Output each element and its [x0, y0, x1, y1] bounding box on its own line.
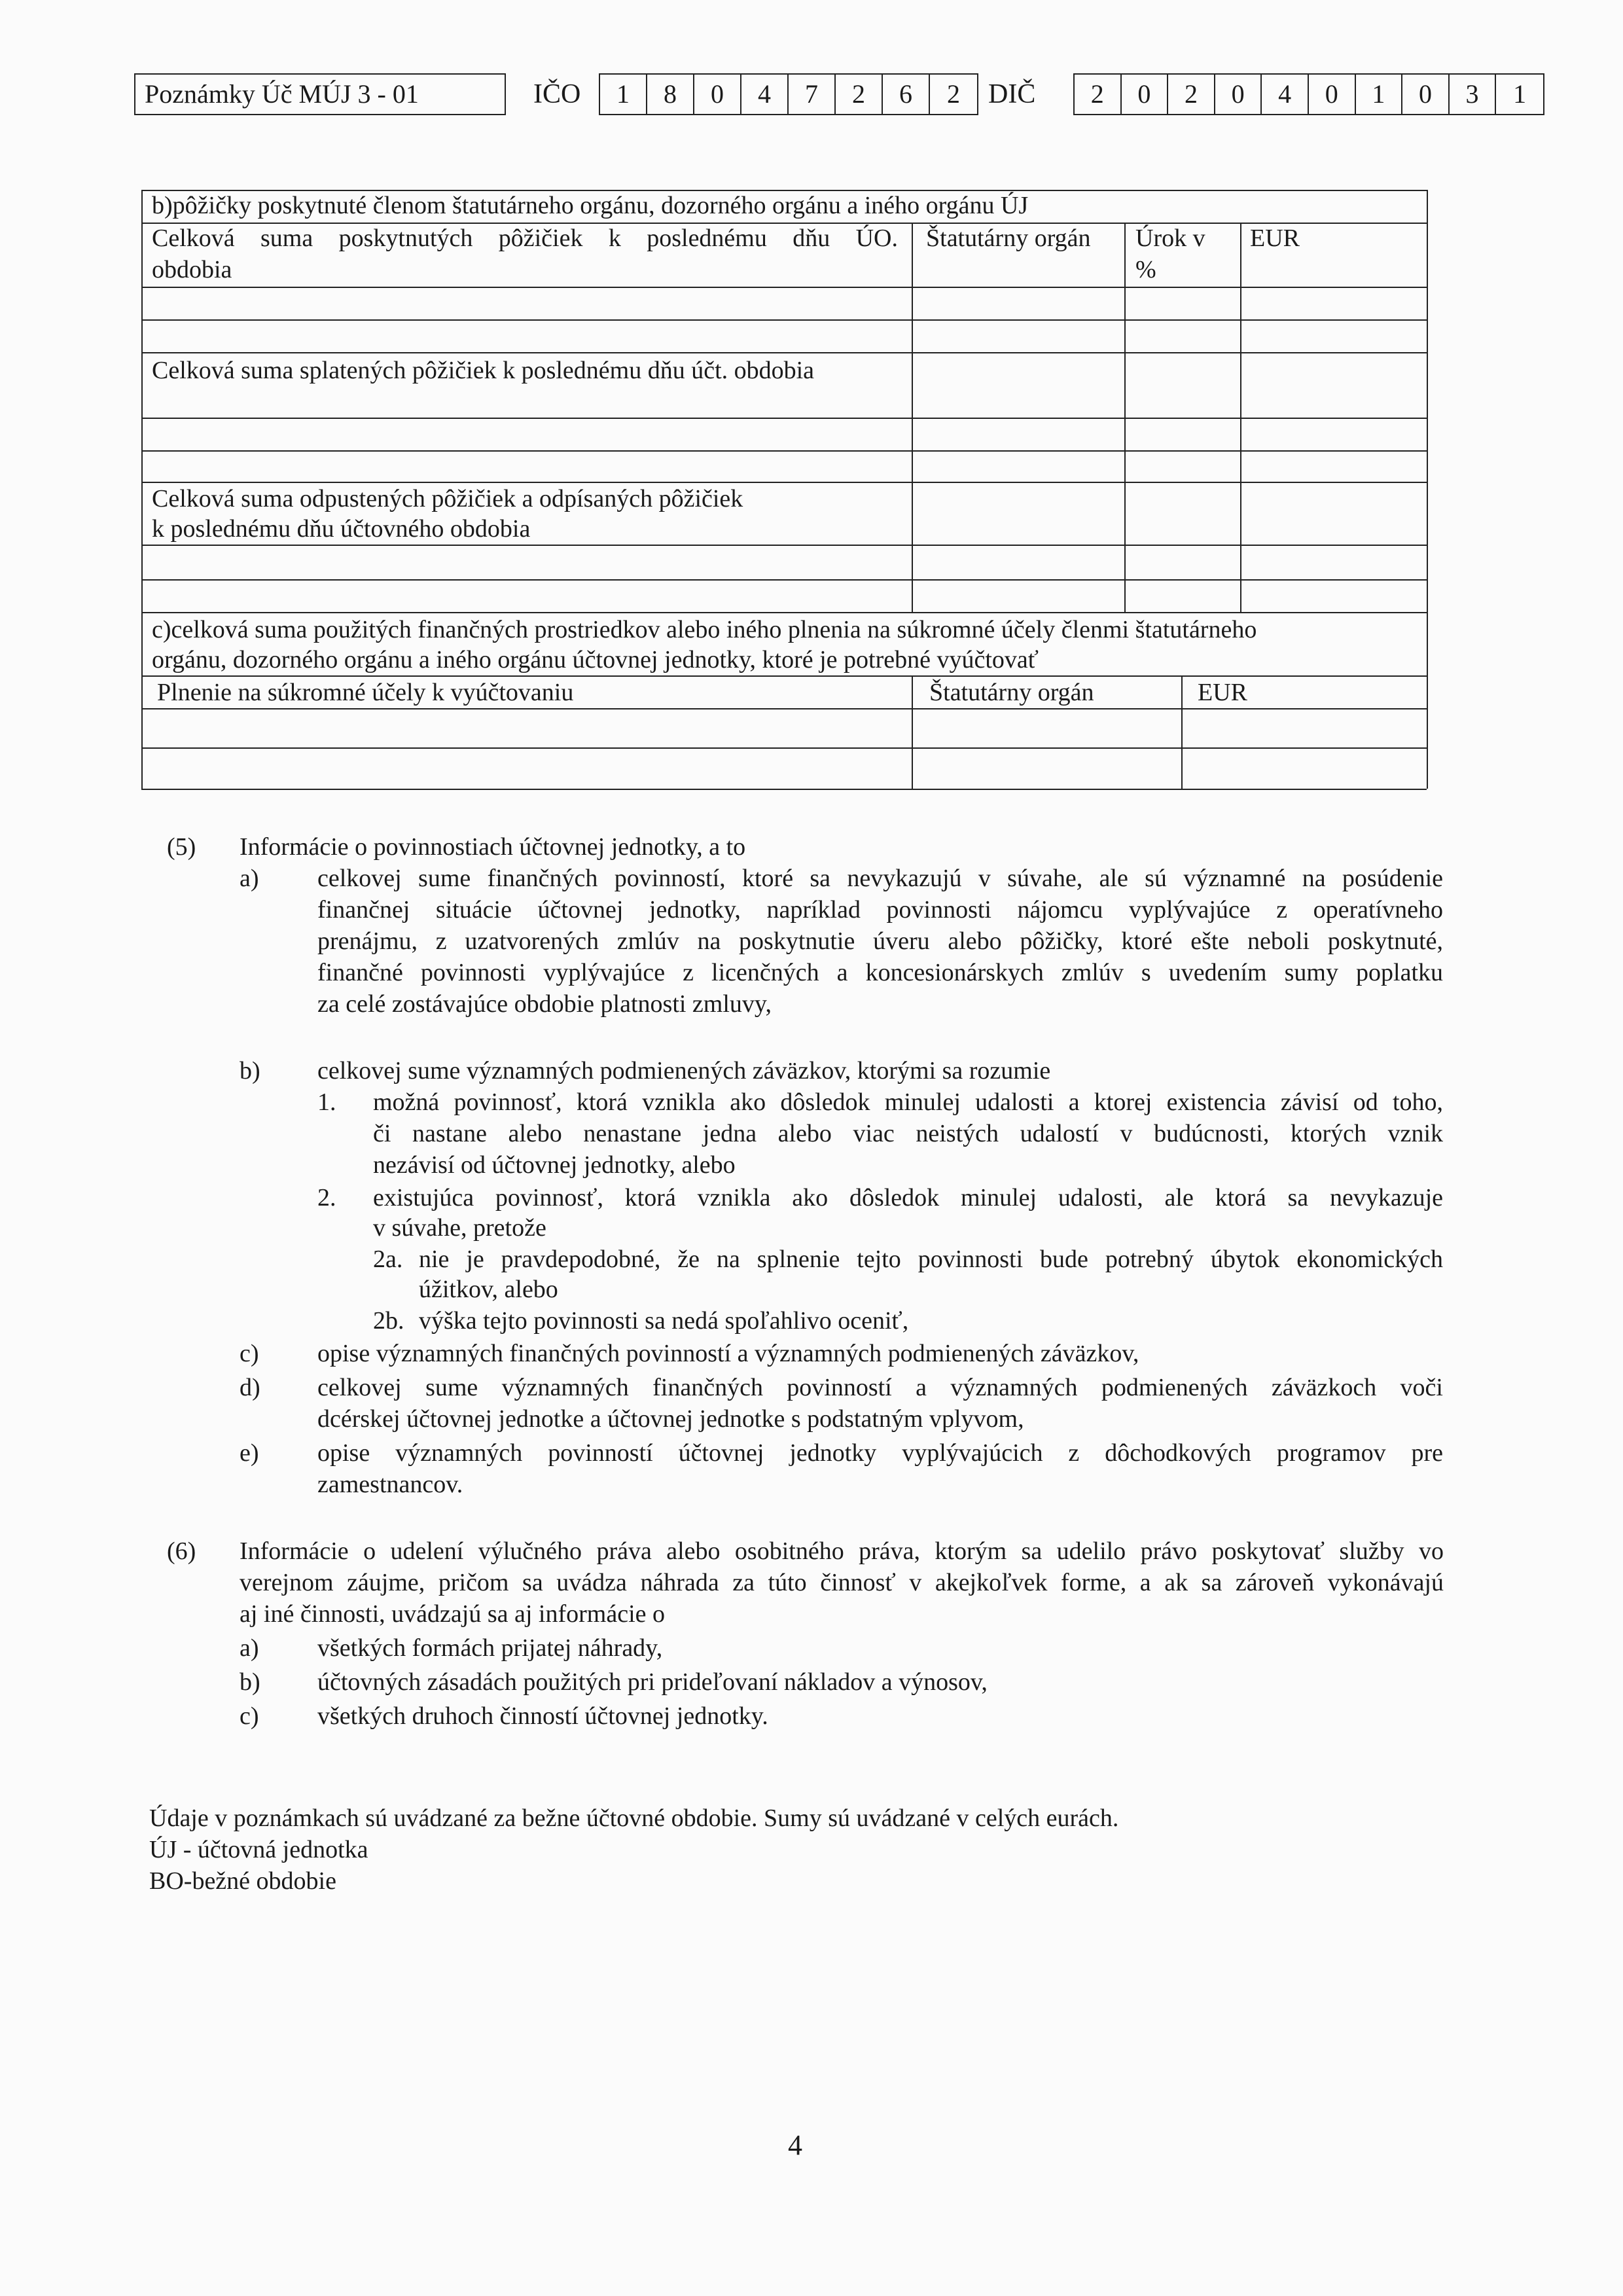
- ico-digit: 2: [836, 75, 883, 114]
- item-5b-intro: celkovej sume významných podmienených záväzkov, ktorými sa rozumie: [317, 1057, 1051, 1085]
- dic-digit: 2: [1168, 75, 1215, 114]
- item-5-intro: Informácie o povinnostiach účtovnej jednotky, a to: [240, 833, 746, 861]
- item-5b2a-line: úžitkov, alebo: [419, 1276, 558, 1303]
- item-6a-text: všetkých formách prijatej náhrady,: [317, 1634, 663, 1662]
- loans-repaid-label: Celková suma splatených pôžičiek k poslednému dňu účt. obdobia: [152, 357, 815, 384]
- dic-digit: 0: [1122, 75, 1169, 114]
- dic-digit: 2: [1075, 75, 1122, 114]
- item-5c-marker: c): [240, 1340, 259, 1367]
- ico-digit: 7: [789, 75, 836, 114]
- item-6b-marker: b): [240, 1668, 260, 1696]
- item-5b-marker: b): [240, 1057, 260, 1085]
- item-5b1-line: či nastane alebo nenastane jedna alebo viac neistých udalostí v budúcnosti, ktorých vznik: [373, 1120, 1443, 1147]
- table-b-title: b)pôžičky poskytnuté členom štatutárneho orgánu, dozorného orgánu a iného orgánu ÚJ: [152, 192, 1029, 219]
- item-5a-line: prenájmu, z uzatvorených zmlúv na poskytnutie úveru alebo pôžičky, ktoré ešte neboli poskytnuté,: [317, 927, 1443, 955]
- item-5a-line: za celé zostávajúce obdobie platnosti zmluvy,: [317, 990, 772, 1018]
- col-interest-unit: %: [1135, 256, 1156, 283]
- loans-forgiven-label: Celková suma odpustených pôžičiek a odpísaných pôžičiek: [152, 485, 743, 512]
- col-eur: EUR: [1250, 224, 1300, 252]
- ico-digit: 4: [741, 75, 789, 114]
- page-number: 4: [788, 2129, 802, 2161]
- item-5d-marker: d): [240, 1374, 260, 1401]
- ico-digit: 2: [946, 79, 960, 109]
- item-6-line: aj iné činnosti, uvádzajú sa aj informácie o: [240, 1600, 665, 1628]
- col-statutory-body-c: Štatutárny orgán: [929, 679, 1094, 706]
- loans-provided-label-cont: obdobia: [152, 256, 232, 283]
- col-eur-c: EUR: [1198, 679, 1247, 706]
- item-6b-text: účtovných zásadách použitých pri prideľovaní nákladov a výnosov,: [317, 1668, 988, 1696]
- item-5a-line: finančnej situácie účtovnej jednotky, napríklad povinnosti nájomcu vyplývajúce z operatívneho: [317, 896, 1443, 924]
- ico-digit: 6: [883, 75, 930, 114]
- item-5e-line: zamestnancov.: [317, 1471, 463, 1498]
- item-5b2a-line: nie je pravdepodobné, že na splnenie tejto povinnosti bude potrebný úbytok ekonomických: [419, 1246, 1443, 1273]
- dic-digits: [1073, 73, 1544, 115]
- item-5-number: (5): [167, 833, 196, 861]
- item-5b2-line: v súvahe, pretože: [373, 1214, 546, 1242]
- item-6-line: verejnom záujme, pričom sa uvádza náhrada za túto činnosť v akejkoľvek forme, a ak sa zároveň vykonávajú: [240, 1569, 1444, 1596]
- item-5b2a-number: 2a.: [373, 1246, 403, 1273]
- form-title: Poznámky Úč MÚJ 3 - 01: [145, 79, 419, 109]
- footer-abbr-uj: ÚJ - účtovná jednotka: [149, 1836, 368, 1863]
- dic-digit: 3: [1450, 75, 1497, 114]
- item-6-number: (6): [167, 1537, 196, 1565]
- item-5e-line: opise významných povinností účtovnej jednotky vyplývajúcich z dôchodkových programov pre: [317, 1439, 1443, 1467]
- item-5b1-line: možná povinnosť, ktorá vznikla ako dôsledok minulej udalosti a ktorej existencia závisí od toho,: [373, 1088, 1443, 1116]
- col-statutory-body: Štatutárny orgán: [926, 224, 1091, 252]
- footer-abbr-bo: BO-bežné obdobie: [149, 1867, 336, 1895]
- loans-forgiven-label-cont: k poslednému dňu účtovného obdobia: [152, 515, 531, 543]
- dic-digit: 4: [1262, 75, 1309, 114]
- item-5e-marker: e): [240, 1439, 259, 1467]
- ico-label: IČO: [533, 79, 581, 109]
- loans-provided-label: Celková suma poskytnutých pôžičiek k poslednému dňu ÚO.: [152, 224, 898, 252]
- ico-digit: 0: [694, 75, 741, 114]
- ico-digit: 1: [600, 75, 647, 114]
- item-5b2-line: existujúca povinnosť, ktorá vznikla ako dôsledok minulej udalosti, ale ktorá sa nevykazuje: [373, 1184, 1443, 1211]
- table-c-title: c)celková suma použitých finančných prostriedkov alebo iného plnenia na súkromné účely členmi štatutárneho: [152, 616, 1257, 643]
- dic-digit: 0: [1309, 75, 1356, 114]
- footer-note: Údaje v poznámkach sú uvádzané za bežne účtovné obdobie. Sumy sú uvádzané v celých eurách.: [149, 1804, 1119, 1832]
- item-5b2b-line: výška tejto povinnosti sa nedá spoľahlivo oceniť,: [419, 1307, 909, 1335]
- form-title-box: [134, 73, 506, 115]
- col-interest: Úrok v: [1135, 224, 1205, 252]
- item-5b1-line: nezávisí od účtovnej jednotky, alebo: [373, 1151, 736, 1179]
- table-c-title-cont: orgánu, dozorného orgánu a iného orgánu účtovnej jednotky, ktoré je potrebné vyúčtovať: [152, 646, 1039, 673]
- item-6-line: Informácie o udelení výlučného práva alebo osobitného práva, ktorým sa udelilo právo poskytovať služby vo: [240, 1537, 1444, 1565]
- item-5a-line: celkovej sume finančných povinností, ktoré sa nevykazujú v súvahe, ale sú významné na posúdenie: [317, 865, 1443, 892]
- dic-digit: 0: [1402, 75, 1450, 114]
- item-6a-marker: a): [240, 1634, 259, 1662]
- item-5b2-number: 2.: [317, 1184, 336, 1211]
- col-private-use: Plnenie na súkromné účely k vyúčtovaniu: [157, 679, 574, 706]
- dic-digit: 0: [1215, 75, 1262, 114]
- item-5d-line: dcérskej účtovnej jednotke a účtovnej jednotke s podstatným vplyvom,: [317, 1405, 1024, 1433]
- ico-digit: 8: [647, 75, 694, 114]
- ico-digits: [599, 73, 978, 115]
- item-6c-text: všetkých druhoch činností účtovnej jednotky.: [317, 1702, 768, 1730]
- item-5b1-number: 1.: [317, 1088, 336, 1116]
- item-5d-line: celkovej sume významných finančných povinností a významných podmienených záväzkoch voči: [317, 1374, 1443, 1401]
- dic-digit: 1: [1356, 75, 1403, 114]
- item-5a-marker: a): [240, 865, 259, 892]
- item-5b2b-number: 2b.: [373, 1307, 404, 1335]
- dic-label: DIČ: [988, 79, 1036, 109]
- item-5a-line: finančné povinnosti vyplývajúce z licenčných a koncesionárskych zmlúv s uvedením sumy poplatku: [317, 959, 1443, 986]
- item-5c-text: opise významných finančných povinností a významných podmienených záväzkov,: [317, 1340, 1139, 1367]
- dic-digit: 1: [1513, 79, 1527, 109]
- item-6c-marker: c): [240, 1702, 259, 1730]
